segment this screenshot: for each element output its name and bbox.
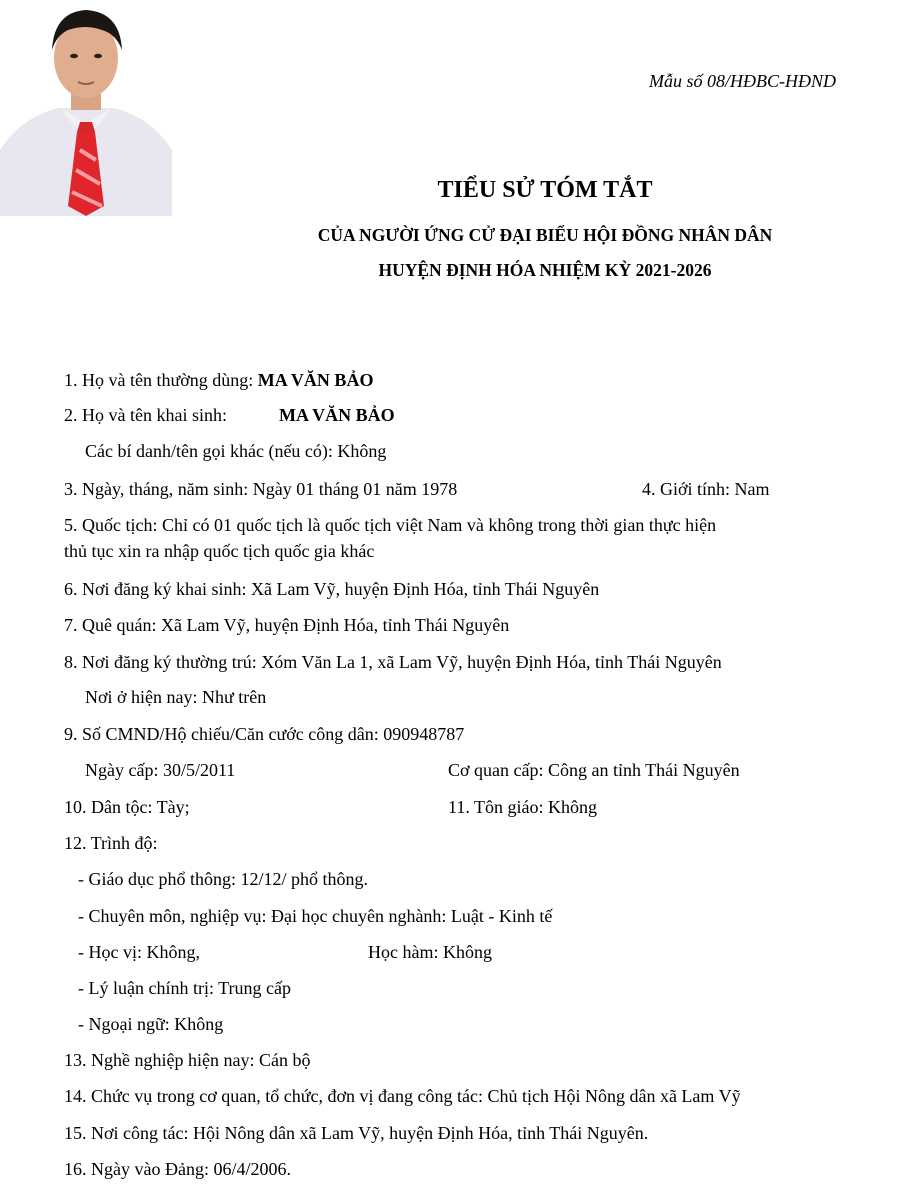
field-education-specialty: - Chuyên môn, nghiệp vụ: Đại học chuyên nghành: Luật - Kinh tế xyxy=(78,906,553,926)
field-nationality-line1: 5. Quốc tịch: Chỉ có 01 quốc tịch là quốc tịch việt Nam và không trong thời gian thực hiện xyxy=(64,515,717,535)
field-ethnicity: 10. Dân tộc: Tày; xyxy=(64,797,190,817)
field-occupation: 13. Nghề nghiệp hiện nay: Cán bộ xyxy=(64,1050,311,1070)
field-current-residence: Nơi ở hiện nay: Như trên xyxy=(85,687,267,707)
field-birth-registration: 6. Nơi đăng ký khai sinh: Xã Lam Vỹ, huyện Định Hóa, tỉnh Thái Nguyên xyxy=(64,579,600,599)
field-education-title: Học hàm: Không xyxy=(368,942,492,962)
field-common-name-value: MA VĂN BẢO xyxy=(257,370,374,390)
field-id-number: 9. Số CMND/Hộ chiếu/Căn cước công dân: 090948787 xyxy=(64,724,465,744)
portrait-photo xyxy=(0,0,172,216)
field-position: 14. Chức vụ trong cơ quan, tổ chức, đơn vị đang công tác: Chủ tịch Hội Nông dân xã Lam Vỹ xyxy=(64,1086,741,1106)
field-issue-agency: Cơ quan cấp: Công an tỉnh Thái Nguyên xyxy=(448,760,740,780)
document-subtitle-1: CỦA NGƯỜI ỨNG CỬ ĐẠI BIỂU HỘI ĐỒNG NHÂN DÂN xyxy=(317,225,773,245)
field-education-heading: 12. Trình độ: xyxy=(64,833,158,853)
field-education-general: - Giáo dục phổ thông: 12/12/ phổ thông. xyxy=(78,869,368,889)
field-birth-name-label: 2. Họ và tên khai sinh: xyxy=(64,405,227,425)
field-hometown: 7. Quê quán: Xã Lam Vỹ, huyện Định Hóa, tỉnh Thái Nguyên xyxy=(64,615,510,635)
document-title: TIỂU SỬ TÓM TẮT xyxy=(437,177,653,203)
field-alias: Các bí danh/tên gọi khác (nếu có): Không xyxy=(85,441,387,461)
field-issue-date: Ngày cấp: 30/5/2011 xyxy=(85,760,236,780)
form-code: Mẫu số 08/HĐBC-HĐND xyxy=(649,71,836,91)
field-permanent-residence: 8. Nơi đăng ký thường trú: Xóm Văn La 1, xã Lam Vỹ, huyện Định Hóa, tỉnh Thái Nguyên xyxy=(64,652,722,672)
field-workplace: 15. Nơi công tác: Hội Nông dân xã Lam Vỹ, huyện Định Hóa, tỉnh Thái Nguyên. xyxy=(64,1123,649,1143)
field-education-degree: - Học vị: Không, xyxy=(78,942,200,962)
field-common-name xyxy=(64,369,373,391)
field-party-date: 16. Ngày vào Đảng: 06/4/2006. xyxy=(64,1159,291,1179)
portrait-image xyxy=(0,0,172,216)
field-nationality-line2: thủ tục xin ra nhập quốc tịch quốc gia khác xyxy=(64,541,375,561)
field-education-political: - Lý luận chính trị: Trung cấp xyxy=(78,978,291,998)
document-subtitle-2: HUYỆN ĐỊNH HÓA NHIỆM KỲ 2021-2026 xyxy=(378,260,712,280)
field-common-name-label: 1. Họ và tên thường dùng: xyxy=(64,370,258,390)
field-birth-name-value: MA VĂN BẢO xyxy=(279,405,395,425)
field-gender: 4. Giới tính: Nam xyxy=(642,479,770,499)
field-education-language: - Ngoại ngữ: Không xyxy=(78,1014,224,1034)
field-birth-date: 3. Ngày, tháng, năm sinh: Ngày 01 tháng 01 năm 1978 xyxy=(64,479,458,499)
field-religion: 11. Tôn giáo: Không xyxy=(448,797,597,817)
